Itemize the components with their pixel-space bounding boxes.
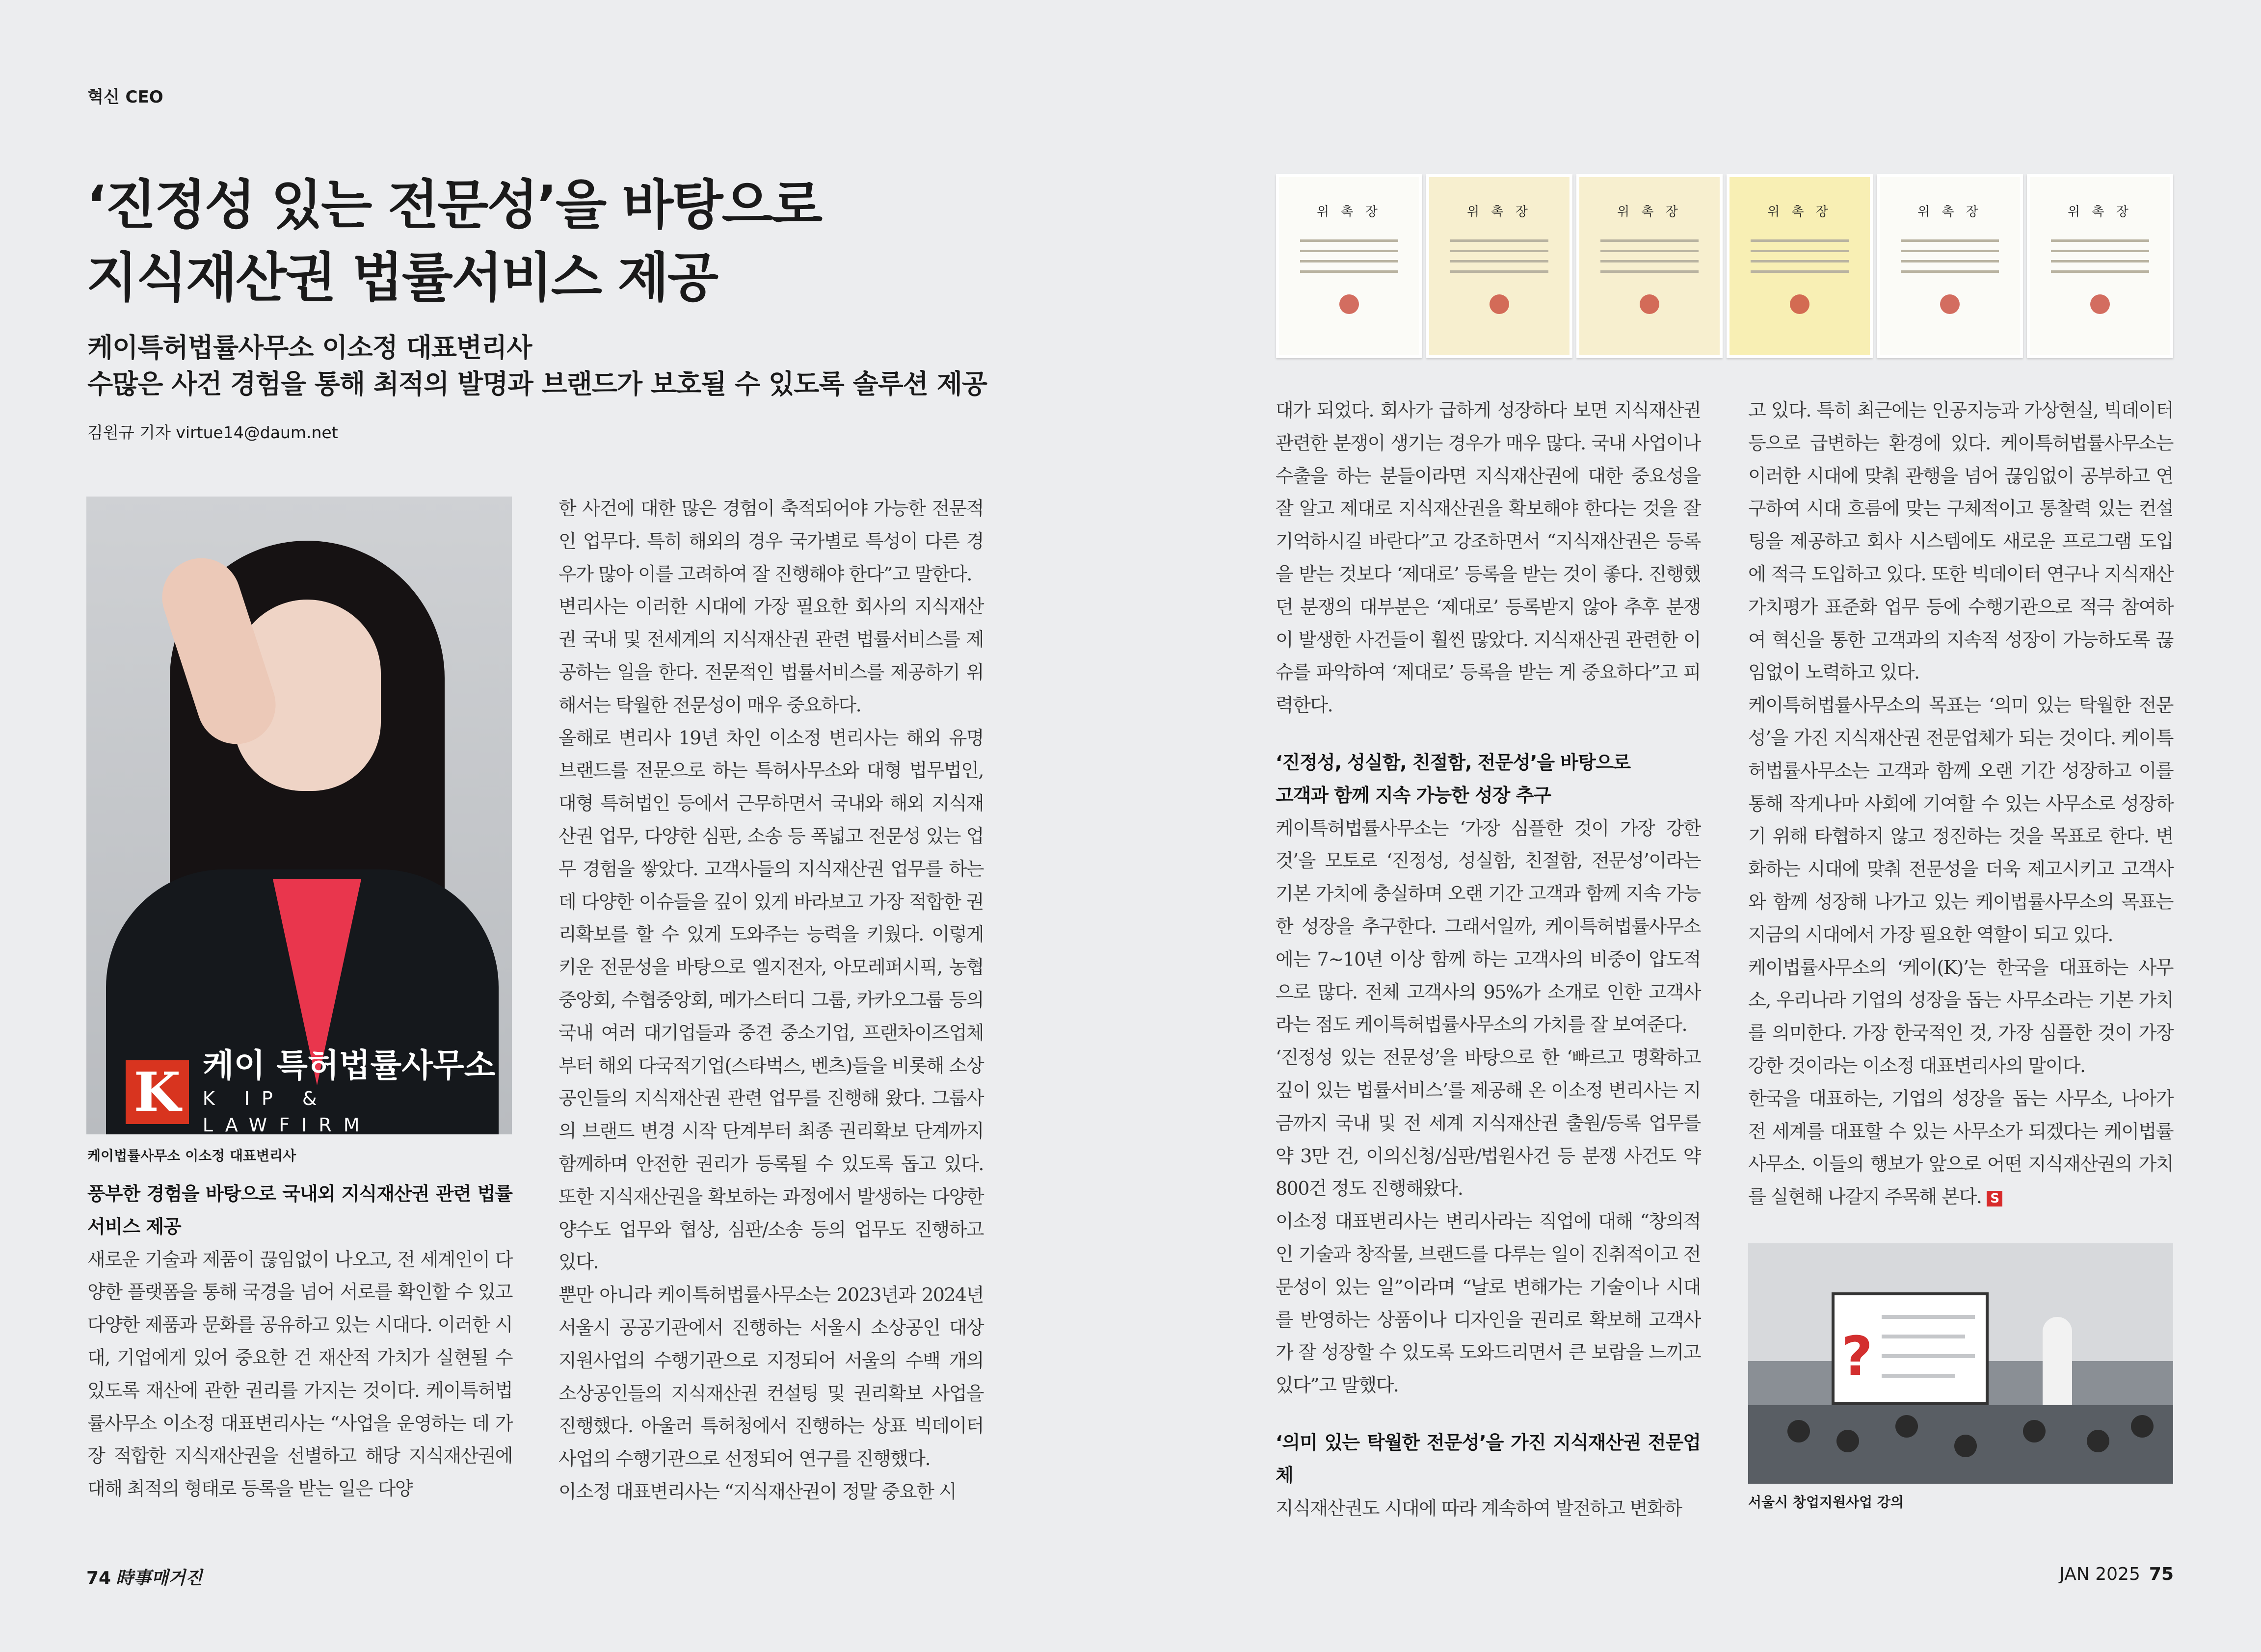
audience-head xyxy=(2131,1415,2154,1438)
column-d xyxy=(1748,394,2173,1213)
certificate-title: 위 촉 장 xyxy=(2068,205,2132,219)
subheadline-line-1: 케이특허법률사무소 이소정 대표변리사 xyxy=(87,332,532,363)
column-c-heading-2: 고객과 함께 지속 가능한 성장 추구 xyxy=(1276,784,1551,806)
speaker-figure xyxy=(2043,1317,2072,1410)
column-c-heading-3: ‘의미 있는 탁월한 전문성’을 가진 지식재산권 전문업체 xyxy=(1276,1431,1701,1486)
seal-icon xyxy=(1790,294,1809,314)
audience-head xyxy=(2087,1430,2109,1452)
portrait-photo xyxy=(86,497,512,1134)
firm-logo-mark: K xyxy=(126,1060,189,1124)
column-a-paragraph: 새로운 기술과 제품이 끊임없이 나오고, 전 세계인이 다양한 플랫폼을 통해 국경을 넘어 서로를 확인할 수 있고 다양한 제품과 문화를 공유하고 있는 시대다. 이러한 시대, 기업에게 있어 중요한 건 재산적 가치가 실현될 수 있도록 재산에 관한 권리를 가지는 것이다. 케이특허법률사무소 이소정 대표변리사는 “사업을 운영하는 데 가장 적합한 지식재산권을 선별하고 해당 지식재산권에 대해 최적의 형태로 등록을 받는 일은 다양 xyxy=(87,1248,512,1500)
column-c-paragraph-2: 케이특허법률사무소는 ‘가장 심플한 것이 가장 강한 것’을 모토로 ‘진정성, 성실함, 친절함, 전문성’이라는 기본 가치에 충실하며 오랜 기간 고객과 함께 지속 가능한 성장을 추구한다. 그래서일까, 케이특허법률사무소에는 7~10년 이상 함께 하는 고객사의 비중이 압도적으로 많다. 전체 고객사의 95%가 소개로 인한 고객사라는 점도 케이특허법률사무소의 가치를 잘 보여준다. xyxy=(1276,817,1701,1036)
certificate-text-lines xyxy=(1600,239,1699,281)
byline: 김원규 기자 virtue14@daum.net xyxy=(87,423,338,442)
column-b xyxy=(559,492,984,1508)
certificate xyxy=(2027,174,2173,358)
column-c-paragraph-4: 이소정 대표변리사는 변리사라는 직업에 대해 “창의적인 기술과 창작물, 브랜드를 다루는 일이 진취적이고 전문성이 있는 일”이라며 “날로 변해가는 기술이나 시대를 반영하는 상품이나 디자인을 권리로 확보해 고객사가 잘 성장할 수 있도록 도와드리면서 큰 보람을 느끼고 있다”고 말했다. xyxy=(1276,1210,1701,1396)
headline-line-1: ‘진정성 있는 전문성’을 바탕으로 xyxy=(86,175,822,236)
certificate xyxy=(1576,174,1723,358)
column-c-paragraph-1: 대가 되었다. 회사가 급하게 성장하다 보면 지식재산권 관련한 분쟁이 생기는 경우가 매우 많다. 국내 사업이나 수출을 하는 분들이라면 지식재산권에 대한 중요성을 잘 알고 제대로 지식재산권을 확보해야 한다는 것을 잘 기억하시길 바란다”고 강조하면서 “지식재산권은 등록을 받는 것보다 ‘제대로’ 등록을 받는 것이 좋다. 진행했던 분쟁의 대부분은 ‘제대로’ 등록받지 않아 추후 분쟁이 발생한 사건들이 훨씬 많았다. 지식재산권 관련한 이슈를 파악하여 ‘제대로’ 등록을 받는 게 중요하다”고 피력한다. xyxy=(1276,399,1701,716)
seal-icon xyxy=(1490,294,1509,314)
certificate-text-lines xyxy=(1450,239,1548,281)
certificate-text-lines xyxy=(1300,239,1398,281)
column-c xyxy=(1276,394,1701,1524)
column-b-paragraph-1: 한 사건에 대한 많은 경험이 축적되어야 가능한 전문적인 업무다. 특히 해외의 경우 국가별로 특성이 다른 경우가 많아 이를 고려하여 잘 진행해야 한다”고 말한다. xyxy=(559,498,984,585)
page-number-right: 75 xyxy=(2149,1564,2174,1584)
certificate xyxy=(1426,174,1572,358)
column-a-heading: 풍부한 경험을 바탕으로 국내외 지식재산권 관련 법률서비스 제공 xyxy=(87,1183,512,1237)
certificate xyxy=(1276,174,1422,358)
column-a xyxy=(87,1178,512,1505)
issue-date: JAN 2025 xyxy=(2059,1564,2140,1584)
presentation-screen xyxy=(1832,1292,1989,1405)
column-c-paragraph-5: 지식재산권도 시대에 따라 계속하여 발전하고 변화하 xyxy=(1276,1497,1682,1519)
certificate-text-lines xyxy=(2051,239,2149,281)
audience-head xyxy=(1954,1435,1977,1457)
column-d-paragraph-3: 케이법률사무소의 ‘케이(K)’는 한국을 대표하는 사무소, 우리나라 기업의 성장을 돕는 사무소라는 기본 가치를 의미한다. 가장 한국적인 것, 가장 심플한 것이 가장 강한 것이라는 이소정 대표변리사의 말이다. xyxy=(1748,956,2173,1076)
certificate-title: 위 촉 장 xyxy=(1917,205,1982,219)
portrait-caption: 케이법률사무소 이소정 대표변리사 xyxy=(87,1148,296,1164)
certificate-title: 위 촉 장 xyxy=(1467,205,1532,219)
column-d-paragraph-4-text: 한국을 대표하는, 기업의 성장을 돕는 사무소, 나아가 전 세계를 대표할 수 있는 사무소가 되겠다는 케이법률사무소. 이들의 행보가 앞으로 어떤 지식재산권의 가치를 실현해 나갈지 주목해 본다. xyxy=(1748,1087,2173,1208)
question-mark-icon: ? xyxy=(1841,1325,1873,1388)
certificate-strip xyxy=(1276,174,2173,358)
headline xyxy=(86,169,823,315)
certificate-title: 위 촉 장 xyxy=(1767,205,1832,219)
column-b-paragraph-4: 뿐만 아니라 케이특허법률사무소는 2023년과 2024년 서울시 공공기관에서 진행하는 서울시 소상공인 대상 지원사업의 수행기관으로 지정되어 서울의 수백 개의 소상공인들의 지식재산권 컨설팅 및 권리확보 사업을 진행했다. 아울러 특허청에서 진행하는 상표 빅데이터 사업의 수행기관으로 선정되어 연구를 진행했다. xyxy=(559,1284,984,1470)
headline-line-2: 지식재산권 법률서비스 제공 xyxy=(86,247,718,309)
audience-head xyxy=(1895,1415,1918,1438)
lecture-caption: 서울시 창업지원사업 강의 xyxy=(1748,1494,1904,1510)
audience-head xyxy=(1787,1420,1810,1442)
column-d-paragraph-2: 케이특허법률사무소의 목표는 ‘의미 있는 탁월한 전문성’을 가진 지식재산권 전문업체가 되는 것이다. 케이특허법률사무소는 고객과 함께 오랜 기간 성장하고 이를 통해 작게나마 사회에 기여할 수 있는 사무소로 성장하기 위해 타협하지 않고 정진하는 것을 목표로 한다. 변화하는 시대에 맞춰 전문성을 더욱 제고시키고 고객사와 함께 성장해 나가고 있는 케이법률사무소의 목표는 지금의 시대에서 가장 필요한 역할이 되고 있다. xyxy=(1748,694,2173,945)
audience-head xyxy=(2023,1420,2046,1442)
section-label: 혁신 CEO xyxy=(87,87,163,107)
seal-icon xyxy=(1640,294,1659,314)
seal-icon xyxy=(1940,294,1960,314)
magazine-name: 時事매거진 xyxy=(116,1568,203,1588)
certificate-title: 위 촉 장 xyxy=(1317,205,1382,219)
folio-left xyxy=(86,1564,202,1589)
subheadline xyxy=(87,330,1020,402)
column-d-paragraph-4 xyxy=(1748,1082,2173,1213)
audience-head xyxy=(1836,1430,1859,1452)
column-c-paragraph-3: ‘진정성 있는 전문성’을 바탕으로 한 ‘빠르고 명확하고 깊이 있는 법률서비스’를 제공해 온 이소정 변리사는 지금까지 국내 및 전 세계 지식재산권 출원/등록 업무를 약 3만 건, 이의신청/심판/법원사건 등 분쟁 사건도 약 800건 정도 진행해왔다. xyxy=(1276,1047,1701,1200)
certificate-text-lines xyxy=(1751,239,1849,281)
column-b-paragraph-5: 이소정 대표변리사는 “지식재산권이 정말 중요한 시 xyxy=(559,1480,957,1502)
column-d-paragraph-1: 고 있다. 특히 최근에는 인공지능과 가상현실, 빅데이터 등으로 급변하는 환경에 있다. 케이특허법률사무소는 이러한 시대에 맞춰 관행을 넘어 끊임없이 공부하고 연구하여 시대 흐름에 맞는 구체적이고 통찰력 있는 컨설팅을 제공하고 회사 시스템에도 새로운 프로그램 도입에 적극 도입하고 있다. 또한 빅데이터 연구나 지식재산 가치평가 표준화 업무 등에 수행기관으로 적극 참여하여 혁신을 통한 고객과의 지속적 성장이 가능하도록 끊임없이 노력하고 있다. xyxy=(1748,399,2173,683)
column-b-paragraph-3: 올해로 변리사 19년 차인 이소정 변리사는 해외 유명 브랜드를 전문으로 하는 특허사무소와 대형 법무법인, 대형 특허법인 등에서 근무하면서 국내와 해외 지식재산권 업무, 다양한 심판, 소송 등 폭넓고 전문성 있는 업무 경험을 쌓았다. 고객사들의 지식재산권 업무를 하는데 다양한 이슈들을 깊이 있게 바라보고 가장 적합한 권리확보를 할 수 있게 도와주는 능력을 키웠다. 이렇게 키운 전문성을 바탕으로 엘지전자, 아모레퍼시픽, 농협중앙회, 수협중앙회, 메가스터디 그룹, 카카오그룹 등의 국내 여러 대기업들과 중견 중소기업, 프랜차이즈업체부터 해외 다국적기업(스타벅스, 벤츠)들을 비롯해 소상공인들의 지식재산권 관련 업무를 진행해 왔다. 그룹사의 브랜드 변경 시작 단계부터 최종 권리확보 단계까지 함께하며 안전한 권리가 등록될 수 있도록 돕고 있다. 또한 지식재산권을 확보하는 과정에서 발생하는 다양한 양수도 업무와 협상, 심판/소송 등의 업무도 진행하고 있다. xyxy=(559,727,984,1273)
certificate xyxy=(1877,174,2023,358)
certificate xyxy=(1727,174,1873,358)
column-c-heading-1: ‘진정성, 성실함, 친절함, 전문성’을 바탕으로 xyxy=(1276,751,1631,773)
seal-icon xyxy=(2090,294,2110,314)
subheadline-line-2: 수많은 사건 경험을 통해 최적의 발명과 브랜드가 보호될 수 있도록 솔루션 제공 xyxy=(87,368,987,399)
column-b-paragraph-2: 변리사는 이러한 시대에 가장 필요한 회사의 지식재산권 국내 및 전세계의 지식재산권 관련 법률서비스를 제공하는 일을 한다. 전문적인 법률서비스를 제공하기 위해서는 탁월한 전문성이 매우 중요하다. xyxy=(559,596,984,716)
page-number-left: 74 xyxy=(86,1568,111,1588)
firm-logo-korean: 케이 특허법률사무소 xyxy=(202,1047,496,1084)
certificate-text-lines xyxy=(1901,239,1999,281)
seal-icon xyxy=(1339,294,1359,314)
lecture-photo xyxy=(1748,1243,2173,1484)
folio-right xyxy=(2059,1564,2174,1584)
certificate-title: 위 촉 장 xyxy=(1617,205,1682,219)
firm-logo-text xyxy=(203,1046,512,1134)
end-mark-icon: S xyxy=(1987,1191,2002,1206)
firm-logo-english: K IP & LAWFIRM xyxy=(202,1088,372,1134)
firm-logo xyxy=(126,1046,512,1134)
